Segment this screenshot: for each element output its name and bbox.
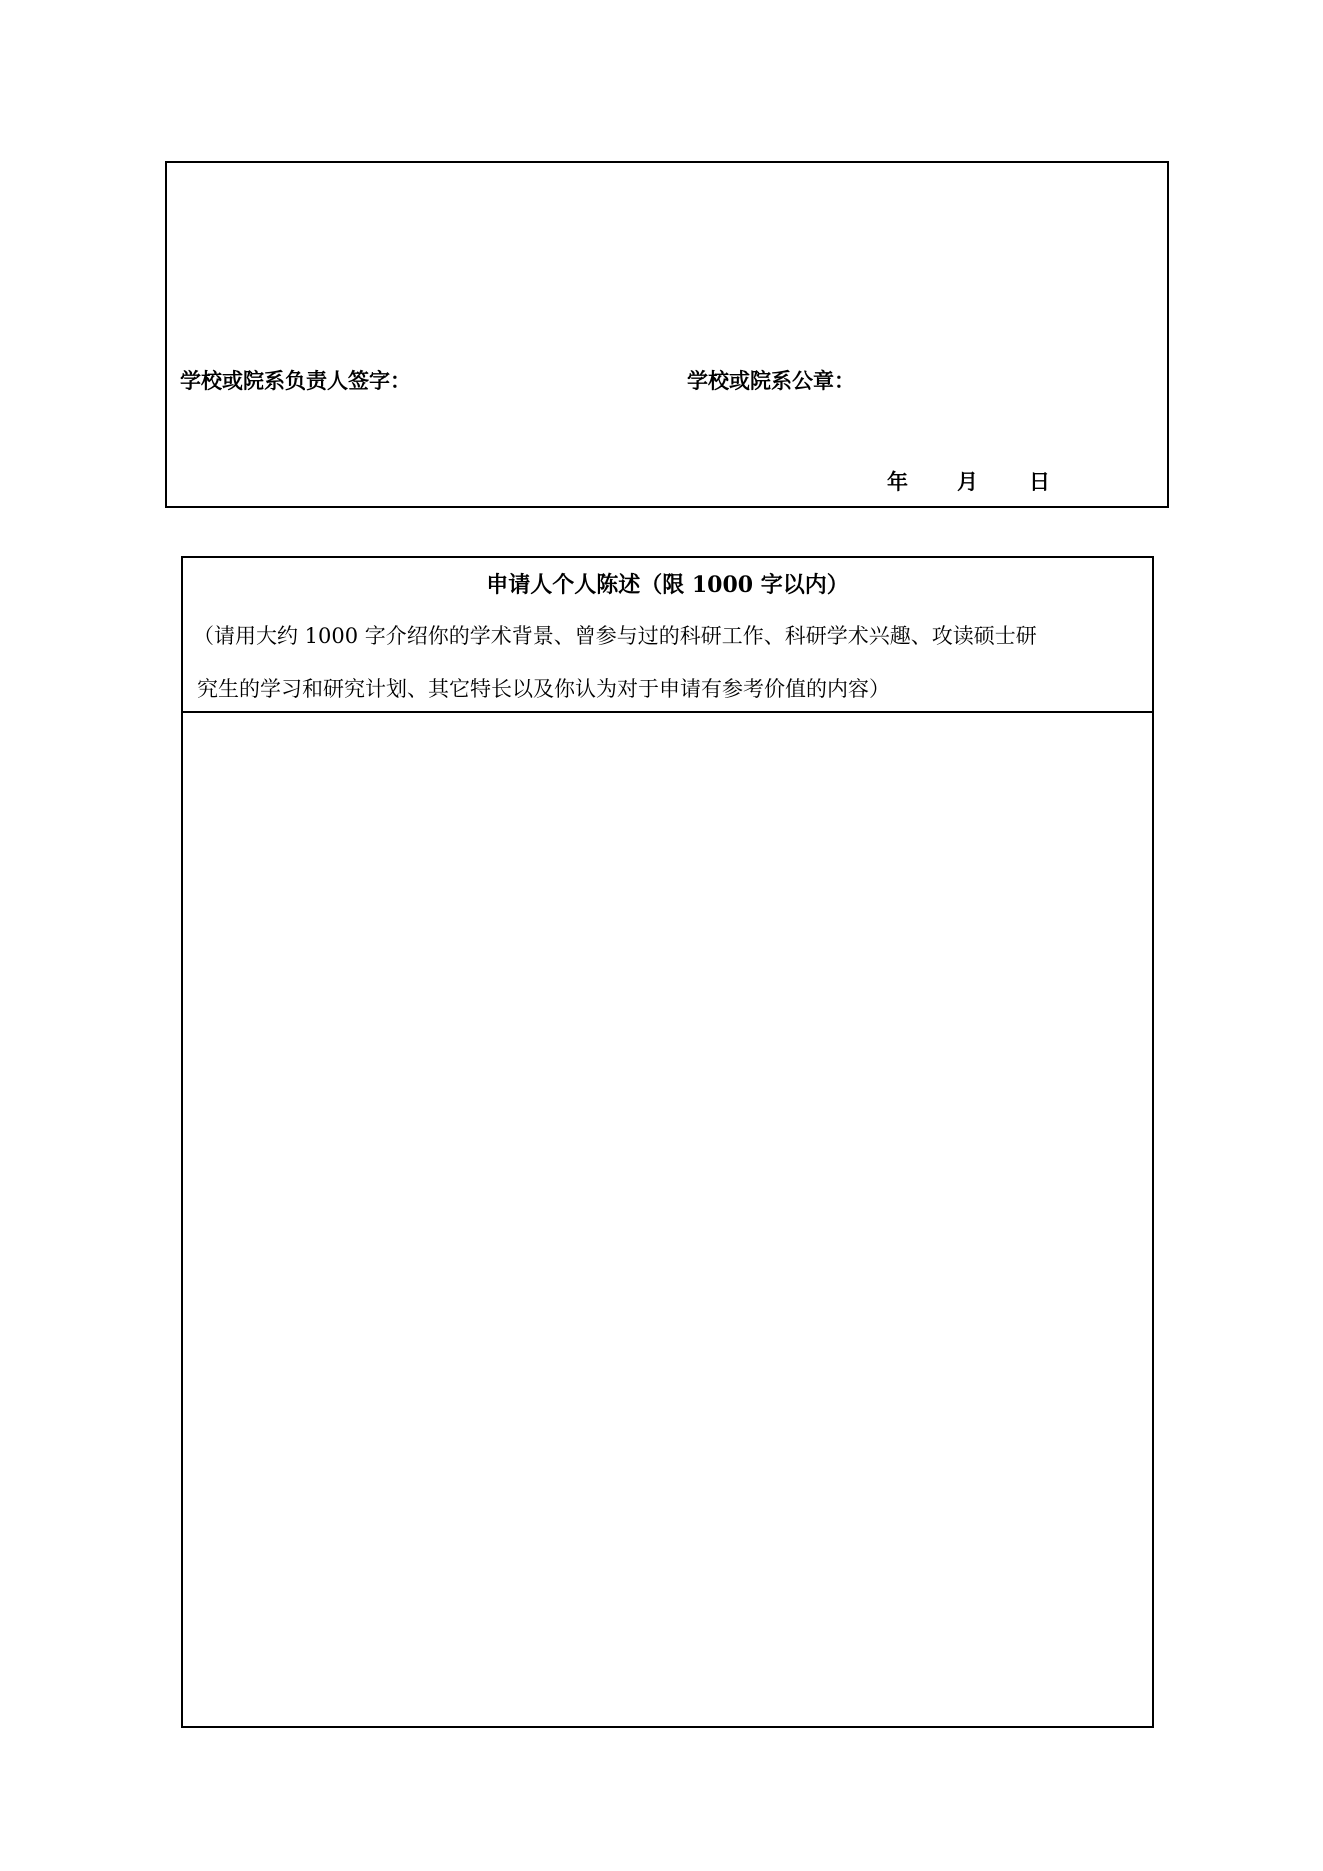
signer-signature-label: 学校或院系负责人签字：: [180, 368, 411, 393]
date-day-label: 日: [1029, 469, 1050, 494]
official-seal-label: 学校或院系公章：: [687, 368, 855, 393]
date-year-label: 年: [887, 469, 908, 494]
personal-statement-instruction-line-2: 究生的学习和研究计划、其它特长以及你认为对于申请有参考价值的内容）: [197, 677, 890, 701]
signature-section: [165, 161, 1169, 508]
personal-statement-input[interactable]: [183, 713, 1152, 1726]
date-month-label: 月: [957, 469, 978, 494]
personal-statement-section: [181, 556, 1154, 1728]
personal-statement-instruction-line-1: （请用大约 1000 字介绍你的学术背景、曾参与过的科研工作、科研学术兴趣、攻读硕士研: [193, 624, 1037, 648]
personal-statement-header: [183, 558, 1152, 713]
personal-statement-title: 申请人个人陈述（限 1000 字以内）: [486, 572, 849, 598]
